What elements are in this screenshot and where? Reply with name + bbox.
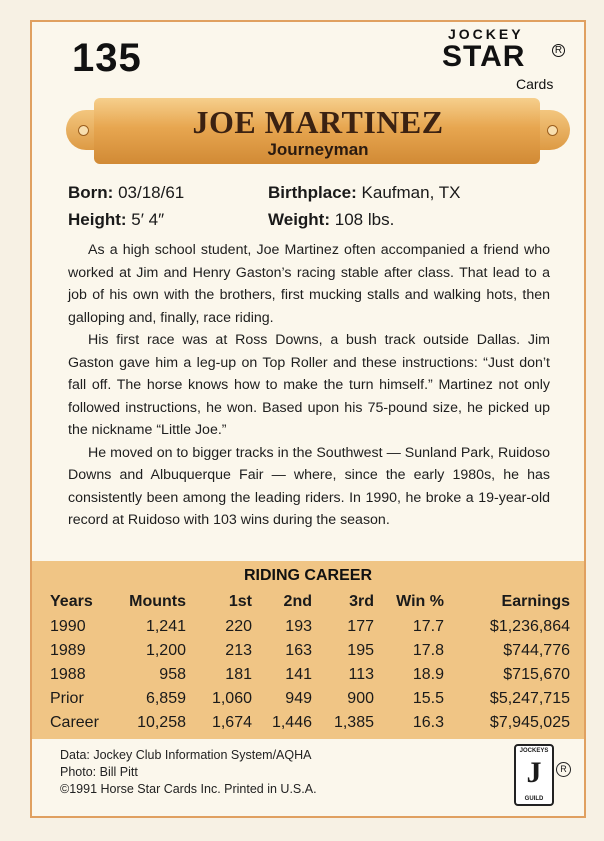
cell-mounts: 1,200 (145, 642, 186, 659)
header-mounts: Mounts (129, 593, 186, 610)
table-row (50, 642, 570, 666)
height-label: Height: (68, 210, 127, 229)
table-row (50, 618, 570, 642)
cell-third: 900 (347, 690, 374, 707)
cell-second: 163 (285, 642, 312, 659)
cell-win-pct: 17.8 (412, 642, 444, 659)
guild-top-text: JOCKEYS (519, 748, 549, 754)
cell-first: 220 (225, 618, 252, 635)
cell-year: 1990 (50, 618, 86, 635)
weight-value: 108 lbs. (334, 210, 395, 229)
riding-career-title: RIDING CAREER (243, 567, 372, 584)
cell-third: 1,385 (333, 714, 374, 731)
cell-first: 1,674 (211, 714, 252, 731)
bio-paragraph: He moved on to bigger tracks in the Southwest — Sunland Park, Ruidoso Downs and Albuquerque Fair — where, since the early 1980s, he has consistently been among the leading riders. In 1990, he broke a 19-year-old record at Ruidoso with 103 wins during the season. (68, 444, 550, 528)
cell-mounts: 958 (159, 666, 186, 683)
bio-paragraph: His first race was at Ross Downs, a bush track outside Dallas. Jim Gaston gave him a leg-up on Top Roller and these instructions: “Just don’t fall off. The horse knows how to make the turn himself.” Martinez not only followed instructions, he won. Based upon his 75-pound size, he picked up the nickname “Little Joe.” (68, 332, 550, 438)
born-label: Born: (68, 183, 114, 202)
career-header-row (50, 593, 570, 617)
jockeys-guild-logo (514, 744, 554, 806)
cell-win-pct: 16.3 (412, 714, 444, 731)
logo-line2: STAR (442, 40, 526, 73)
table-row (50, 690, 570, 714)
height-value: 5′ 4″ (131, 210, 165, 229)
table-row (50, 666, 570, 690)
guild-registered-mark: R (556, 762, 571, 777)
card-number: 135 (72, 36, 142, 80)
weight-label: Weight: (268, 210, 331, 229)
cell-earnings: $744,776 (503, 642, 570, 659)
data-credit: Data: Jockey Club Information System/AQHA (60, 748, 312, 762)
cell-earnings: $7,945,025 (489, 714, 570, 731)
cell-win-pct: 18.9 (412, 666, 444, 683)
vitals-row (68, 183, 568, 207)
cell-win-pct: 17.7 (412, 618, 444, 635)
cell-second: 193 (285, 618, 312, 635)
cell-year: 1988 (50, 666, 86, 683)
cell-mounts: 10,258 (137, 714, 186, 731)
biography (68, 239, 550, 532)
cell-year: 1989 (50, 642, 86, 659)
table-row (50, 714, 570, 738)
cell-year: Prior (50, 690, 84, 707)
cell-win-pct: 15.5 (412, 690, 444, 707)
cell-year: Career (50, 714, 99, 731)
cell-earnings: $715,670 (503, 666, 570, 683)
cell-first: 181 (225, 666, 252, 683)
cell-earnings: $5,247,715 (489, 690, 570, 707)
header-first: 1st (228, 593, 252, 610)
logo-line3: Cards (516, 76, 554, 92)
cell-third: 177 (347, 618, 374, 635)
name-plaque (66, 98, 570, 164)
born-value: 03/18/61 (118, 183, 185, 202)
birthplace-label: Birthplace: (268, 183, 357, 202)
cell-first: 1,060 (211, 690, 252, 707)
guild-bottom-text: GUILD (524, 796, 544, 802)
cell-first: 213 (225, 642, 252, 659)
birthplace-value: Kaufman, TX (361, 183, 461, 202)
cell-earnings: $1,236,864 (489, 618, 570, 635)
credits (60, 747, 317, 798)
cell-second: 141 (285, 666, 312, 683)
player-name: JOE MARTINEZ (192, 104, 444, 140)
cell-third: 113 (348, 666, 374, 683)
header-years: Years (50, 593, 93, 610)
copyright: ©1991 Horse Star Cards Inc. Printed in U.S.A. (60, 782, 317, 796)
photo-credit: Photo: Bill Pitt (60, 765, 138, 779)
cell-third: 195 (347, 642, 374, 659)
guild-letter: J (526, 756, 542, 789)
logo-line1: JOCKEY (448, 26, 524, 42)
jockey-star-logo (440, 26, 566, 96)
cell-mounts: 1,241 (145, 618, 186, 635)
header-earnings: Earnings (501, 593, 570, 610)
cell-mounts: 6,859 (145, 690, 186, 707)
cell-second: 949 (285, 690, 312, 707)
logo-registered-mark: R (552, 44, 565, 57)
header-third: 3rd (349, 593, 374, 610)
header-second: 2nd (283, 593, 312, 610)
bio-paragraph: As a high school student, Joe Martinez often accompanied a friend who worked at Jim and Henry Gaston’s racing stable after class. That lead to a job of his own with the brothers, first mucking stalls and walking hots, then galloping and, finally, race riding. (68, 242, 550, 326)
player-role: Journeyman (267, 140, 369, 159)
riding-career-panel (32, 561, 584, 739)
cell-second: 1,446 (271, 714, 312, 731)
vitals-row (68, 210, 568, 234)
header-win-pct: Win % (396, 593, 444, 610)
